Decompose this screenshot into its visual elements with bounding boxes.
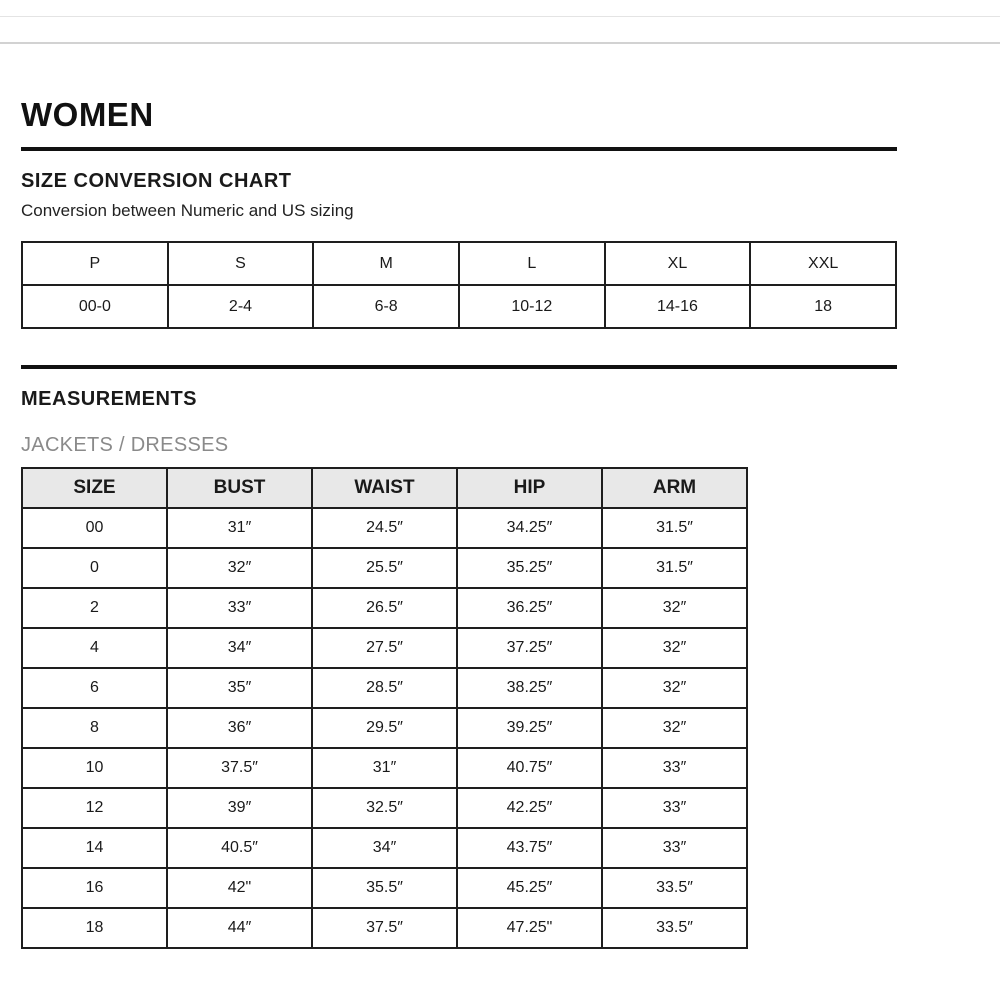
column-header-bust: BUST: [167, 468, 312, 508]
numeric-size-cell: 18: [750, 285, 896, 328]
section-divider-bottom: [21, 365, 897, 369]
cell-arm: 32″: [602, 708, 747, 748]
cell-size: 8: [22, 708, 167, 748]
cell-hip: 42.25″: [457, 788, 602, 828]
letter-size-cell: XL: [605, 242, 751, 285]
cell-size: 4: [22, 628, 167, 668]
table-row: [22, 708, 747, 748]
numeric-size-cell: 14-16: [605, 285, 751, 328]
letter-size-cell: XXL: [750, 242, 896, 285]
letter-size-cell: S: [168, 242, 314, 285]
cell-waist: 24.5″: [312, 508, 457, 548]
numeric-size-cell: 2-4: [168, 285, 314, 328]
table-row: [22, 588, 747, 628]
size-conversion-subtitle: Conversion between Numeric and US sizing: [21, 201, 354, 220]
cell-size: 14: [22, 828, 167, 868]
cell-arm: 32″: [602, 628, 747, 668]
page-title: WOMEN: [21, 96, 154, 133]
cell-hip: 37.25″: [457, 628, 602, 668]
table-row: [22, 628, 747, 668]
letter-size-cell: P: [22, 242, 168, 285]
cell-hip: 43.75″: [457, 828, 602, 868]
table-row: [22, 868, 747, 908]
table-row: [22, 788, 747, 828]
letter-size-cell: L: [459, 242, 605, 285]
cell-bust: 32″: [167, 548, 312, 588]
cell-hip: 34.25″: [457, 508, 602, 548]
cell-waist: 28.5″: [312, 668, 457, 708]
cell-waist: 34″: [312, 828, 457, 868]
column-header-size: SIZE: [22, 468, 167, 508]
cell-size: 2: [22, 588, 167, 628]
cell-arm: 31.5″: [602, 548, 747, 588]
cell-size: 6: [22, 668, 167, 708]
column-header-hip: HIP: [457, 468, 602, 508]
cell-size: 00: [22, 508, 167, 548]
letter-size-row: [22, 242, 896, 285]
cell-waist: 37.5″: [312, 908, 457, 948]
cell-waist: 32.5″: [312, 788, 457, 828]
cell-bust: 35″: [167, 668, 312, 708]
cell-arm: 33″: [602, 788, 747, 828]
column-header-waist: WAIST: [312, 468, 457, 508]
section-divider-top: [21, 147, 897, 151]
cell-hip: 39.25″: [457, 708, 602, 748]
numeric-size-cell: 6-8: [313, 285, 459, 328]
cell-arm: 32″: [602, 588, 747, 628]
measurements-category: JACKETS / DRESSES: [21, 434, 229, 456]
cell-hip: 35.25″: [457, 548, 602, 588]
cell-arm: 33″: [602, 748, 747, 788]
cell-bust: 34″: [167, 628, 312, 668]
numeric-size-cell: 10-12: [459, 285, 605, 328]
cell-bust: 40.5″: [167, 828, 312, 868]
cell-waist: 26.5″: [312, 588, 457, 628]
cell-hip: 47.25": [457, 908, 602, 948]
cell-arm: 33″: [602, 828, 747, 868]
table-row: [22, 908, 747, 948]
column-header-arm: ARM: [602, 468, 747, 508]
cell-hip: 45.25″: [457, 868, 602, 908]
numeric-size-row: [22, 285, 896, 328]
cell-hip: 40.75″: [457, 748, 602, 788]
top-divider: [0, 16, 1000, 17]
measurements-body: [22, 508, 747, 948]
cell-waist: 31″: [312, 748, 457, 788]
cell-size: 18: [22, 908, 167, 948]
cell-bust: 31″: [167, 508, 312, 548]
cell-waist: 27.5″: [312, 628, 457, 668]
cell-waist: 35.5″: [312, 868, 457, 908]
cell-arm: 31.5″: [602, 508, 747, 548]
cell-waist: 29.5″: [312, 708, 457, 748]
cell-arm: 32″: [602, 668, 747, 708]
cell-bust: 37.5″: [167, 748, 312, 788]
measurements-table: [21, 467, 748, 949]
table-row: [22, 548, 747, 588]
measurements-header-row: [22, 468, 747, 508]
cell-arm: 33.5″: [602, 868, 747, 908]
cell-size: 0: [22, 548, 167, 588]
cell-hip: 38.25″: [457, 668, 602, 708]
measurements-title: MEASUREMENTS: [21, 388, 198, 410]
cell-hip: 36.25″: [457, 588, 602, 628]
cell-bust: 44″: [167, 908, 312, 948]
table-row: [22, 748, 747, 788]
table-row: [22, 828, 747, 868]
size-conversion-table: [21, 241, 897, 329]
header-divider: [0, 42, 1000, 44]
table-row: [22, 668, 747, 708]
cell-waist: 25.5″: [312, 548, 457, 588]
cell-bust: 39″: [167, 788, 312, 828]
cell-bust: 36″: [167, 708, 312, 748]
letter-size-cell: M: [313, 242, 459, 285]
cell-size: 16: [22, 868, 167, 908]
cell-size: 10: [22, 748, 167, 788]
cell-bust: 42": [167, 868, 312, 908]
cell-arm: 33.5″: [602, 908, 747, 948]
size-conversion-title: SIZE CONVERSION CHART: [21, 170, 292, 192]
cell-bust: 33″: [167, 588, 312, 628]
numeric-size-cell: 00-0: [22, 285, 168, 328]
table-row: [22, 508, 747, 548]
cell-size: 12: [22, 788, 167, 828]
